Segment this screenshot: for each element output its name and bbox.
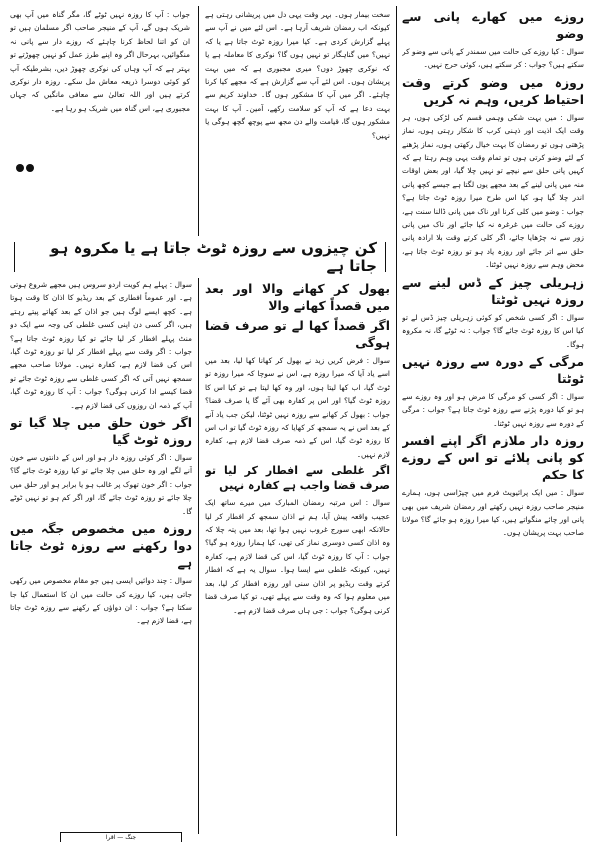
section-heading: اگر خون حلق میں چلا گیا تو روزہ ٹوٹ گیا — [10, 415, 192, 448]
section-heading: اگر غلطی سے افطار کر لیا تو صرف قضا واجب ہے کفارہ نہیں — [205, 464, 390, 493]
section-text: سوال : میں بہت شکی وہمی قسم کی لڑکی ہوں، ہر وقت ایک اذیت اور ذہنی کرب کا شکار رہتی ہوں، نماز پڑھتی ہوں تو رمضان کا بہت خیال رکھتی ہوں، نماز پڑھنے کے لئے وضو کرتی ہوں تو تمام وقت یہی وہم رہتا ہے کہ کہیں پانی حلق سے نیچے تو نہیں چلا گیا، اور بعض اوقات منہ میں پانی لینے کے بعد مجھے یوں لگتا ہے جیسے کچھ پانی اندر چلا گیا ہو، کیا اس طرح میرا روزہ ٹوٹ جاتا ہے؟ جواب : وضو میں کلی کرنا اور ناک میں پانی ڈالنا سنت ہے، روزے کی حالت میں غرغرہ نہ کیا جائے اور ناک میں پانی زور سے نہ چڑھایا جائے، اگر کلی کرتے وقت بلا ارادہ پانی حلق سے اتر جائے اور روزہ یاد ہو تو روزہ ٹوٹ جاتا ہے، محض وہم سے روزہ نہیں ٹوٹتا۔ — [402, 112, 584, 270]
footer-strip-text: جنگ — اقرا — [105, 834, 137, 841]
right-column — [402, 6, 584, 836]
section-heading: روزہ میں مخصوص جگہ میں دوا رکھنے سے روزہ ٹوٹ جاتا ہے — [10, 521, 192, 571]
section-heading: زہریلی چیز کے ڈس لینے سے روزہ نہیں ٹوٹتا — [402, 274, 584, 307]
section-heading: بھول کر کھانے والا اور بعد میں قصداً کھانے والا — [205, 281, 390, 313]
main-headline: کن چیزوں سے روزہ ٹوٹ جاتا ہے یا مکروہ ہو جاتا ہے — [15, 239, 385, 275]
main-headline-banner — [14, 239, 386, 275]
section-text: سوال : اگر کوئی روزہ دار ہو اور اس کے دانتوں سے خون آنے لگے اور وہ حلق میں چلا جائے تو کیا روزہ ٹوٹ جائے گا؟ جواب : اگر خون تھوک پر غالب ہو یا برابر ہو اور حلق میں چلا جائے تو روزہ ٹوٹ جائے گا، اور اگر کم ہو تو نہیں ٹوٹے گا۔ — [10, 453, 192, 516]
footer-strip — [60, 832, 182, 842]
column-rule — [396, 6, 397, 836]
lower-left-column — [10, 278, 192, 830]
end-dot — [26, 164, 34, 172]
section-heading: اگر قصداً کھا لے تو صرف قضا ہوگی — [205, 318, 390, 350]
top-left-column — [10, 8, 190, 158]
section-heading: روزہ میں وضو کرتے وقت احتیاط کریں، وہم نہ کریں — [402, 74, 584, 107]
section-heading: روزہ دار ملازم اگر اپنے افسر کو پانی پلائے تو اس کے روزے کا حکم — [402, 433, 584, 483]
top-middle-text: سخت بیمار ہوں۔ بہر وقت یہی دل میں پریشانی رہتی ہے کیونکہ اب رمضان شریف آرہا ہے۔ اس لئے میں نے آپ سے پہلے گزارش کردی ہے۔ کیا میرا روزہ ٹوٹ جاتا ہے یا کہ نہیں؟ میں گناہگار تو نہیں ہوں گا؟ نوکری کا معاملہ ہے یا کہ نوکری چھوڑ دوں؟ میری مجبوری ہے کہ میں بہت پریشان ہوں۔ اس لئے آپ سے گزارش ہے کہ مجھے کیا کرنا چاہئے۔ اگر میں آپ کا مشکور ہوں گا۔ خداوند کریم سے بہت دعا ہے کہ آپ کو سلامت رکھے، آمین۔ آپ کا بہت مشکور ہوں گا، قیامت والے دن مجھ سے پوچھ گچھ ہوگی یا نہیں؟ — [205, 10, 390, 140]
section-heading: مرگی کے دورہ سے روزہ نہیں ٹوٹتا — [402, 353, 584, 386]
top-left-text: جواب : آپ کا روزہ نہیں ٹوٹے گا، مگر گناہ میں آپ بھی شریک ہوں گے، آپ کے منیجر صاحب اگر مسلمان ہیں تو ان کو اتنا لحاظ کرنا چاہئے کہ روزے دار سے پانی نہ منگوائیں، بہرحال اگر وہ اپنے طرز عمل کو نہیں چھوڑتے تو بہتر ہے کہ آپ وہاں کی نوکری چھوڑ دیں، بشرطیکہ آپ کو کوئی دوسرا ذریعہ معاش مل سکے۔ روزہ دار نوکری کرتے ہیں اور اللہ تعالیٰ سے معافی مانگیں کہ جہاں مجبوری ہے، اس گناہ میں شریک ہو رہا ہے۔ — [10, 10, 190, 113]
column-rule — [198, 6, 199, 236]
section-text: سوال : کیا روزے کی حالت میں سمندر کے پانی سے وضو کر سکتے ہیں؟ جواب : کر سکتے ہیں، کوئی حرج نہیں۔ — [402, 47, 584, 70]
section-text: سوال : اس مرتبہ رمضان المبارک میں میرے ساتھ ایک عجیب واقعہ پیش آیا، ہم نے اذان سمجھ کر افطار کر لیا حالانکہ ابھی سورج غروب نہیں ہوا تھا، بعد میں پتہ چلا کہ وہ اذان کسی دوسری نماز کی تھی، کیا ہمارا روزہ ہو گیا؟ جواب : آپ کا روزہ ٹوٹ گیا، اس کی قضا لازم ہے، کفارہ نہیں، کیونکہ غلطی سے ایسا ہوا۔ سوال یہ ہے کہ افطار کرتے وقت ریڈیو پر اذان سنی اور روزہ افطار کر لیا، بعد میں معلوم ہوا کہ وہ وقت سے پہلے تھی، تو کیا صرف قضا کرنی ہوگی؟ جواب : جی ہاں صرف قضا لازم ہے۔ — [205, 498, 390, 615]
section-text: سوال : اگر کسی کو مرگی کا مرض ہو اور وہ روزے سے ہو تو کیا دورہ پڑنے سے روزہ ٹوٹ جاتا ہے؟ جواب : مرگی کے دورہ سے روزہ نہیں ٹوٹتا۔ — [402, 391, 584, 428]
section-text: سوال : اگر کسی شخص کو کوئی زہریلی چیز ڈس لے تو کیا اس کا روزہ ٹوٹ جائے گا؟ جواب : نہ ٹوٹے گا، نہ مکروہ ہوگا۔ — [402, 312, 584, 349]
section-heading: روزے میں کھارے پانی سے وضو — [402, 9, 584, 41]
top-middle-column — [205, 8, 390, 233]
section-text: سوال : چند دوائیں ایسی ہیں جو مقام مخصوص میں رکھی جاتی ہیں، کیا روزے کی حالت میں ان کا استعمال کیا جا سکتا ہے؟ جواب : ان دواؤں کے رکھنے سے روزہ ٹوٹ جاتا ہے، قضا لازم ہے۔ — [10, 576, 192, 626]
section-text: سوال : میں ایک پرائیویٹ فرم میں چپڑاسی ہوں، ہمارے منیجر صاحب روزہ نہیں رکھتے اور رمضان شریف میں بھی پانی اور چائے منگواتے ہیں، کیا میرا روزہ ہو جائے گا؟ مولانا صاحب بہت پریشان ہوں۔ — [402, 488, 584, 538]
section-text: سوال : فرض کریں زید نے بھول کر کھانا کھا لیا، بعد میں اسے یاد آیا کہ میرا روزہ ہے، اس نے سوچا کہ میرا روزہ تو ٹوٹ گیا، اب کھا لیتا ہوں، اور وہ کھا لیتا ہے تو کیا اس کا روزہ ٹوٹ گیا؟ اور اس پر کفارہ بھی آئے گا یا صرف قضا؟ جواب : بھول کر کھانے سے روزہ نہیں ٹوٹتا، لیکن جب یاد آنے کے بعد اس نے یہ سمجھ کر کھایا کہ روزہ ٹوٹ گیا تو اب اس کا روزہ ٹوٹ گیا، اس کے ذمہ صرف قضا لازم ہے، کفارہ لازم نہیں۔ — [205, 356, 390, 459]
end-dot — [16, 164, 24, 172]
section-text: سوال : پہلے ہم کویت اردو سروس ہیں مجھے شروع ہوتی ہے۔ اور عموماً افطاری کے بعد ریڈیو کا اذان کا وقت ہوتا ہے۔ کچھ ایسے لوگ ہیں جو اذان کے بعد کھاتے پیتے رہتے ہیں، اگر کسی دن اپنی کسی غلطی کی وجہ سے ایک دو منٹ پہلے افطار کر لیا جائے تو کیا روزہ ٹوٹ جاتا ہے؟ جواب : اگر وقت سے پہلے افطار کر لیا تو روزہ ٹوٹ گیا، اس کی قضا لازم ہے، کفارہ نہیں۔ مولانا صاحب مجھے سمجھ نہیں آتی کہ اگر کسی غلطی سے روزہ ٹوٹ جائے تو قضا کیسے ادا کرنی ہوگی؟ جواب : آپ کا روزہ ٹوٹ گیا، آپ کے ذمہ ان روزوں کی قضا لازم ہے۔ — [10, 280, 192, 410]
lower-middle-column — [205, 278, 390, 834]
column-rule — [198, 278, 199, 834]
